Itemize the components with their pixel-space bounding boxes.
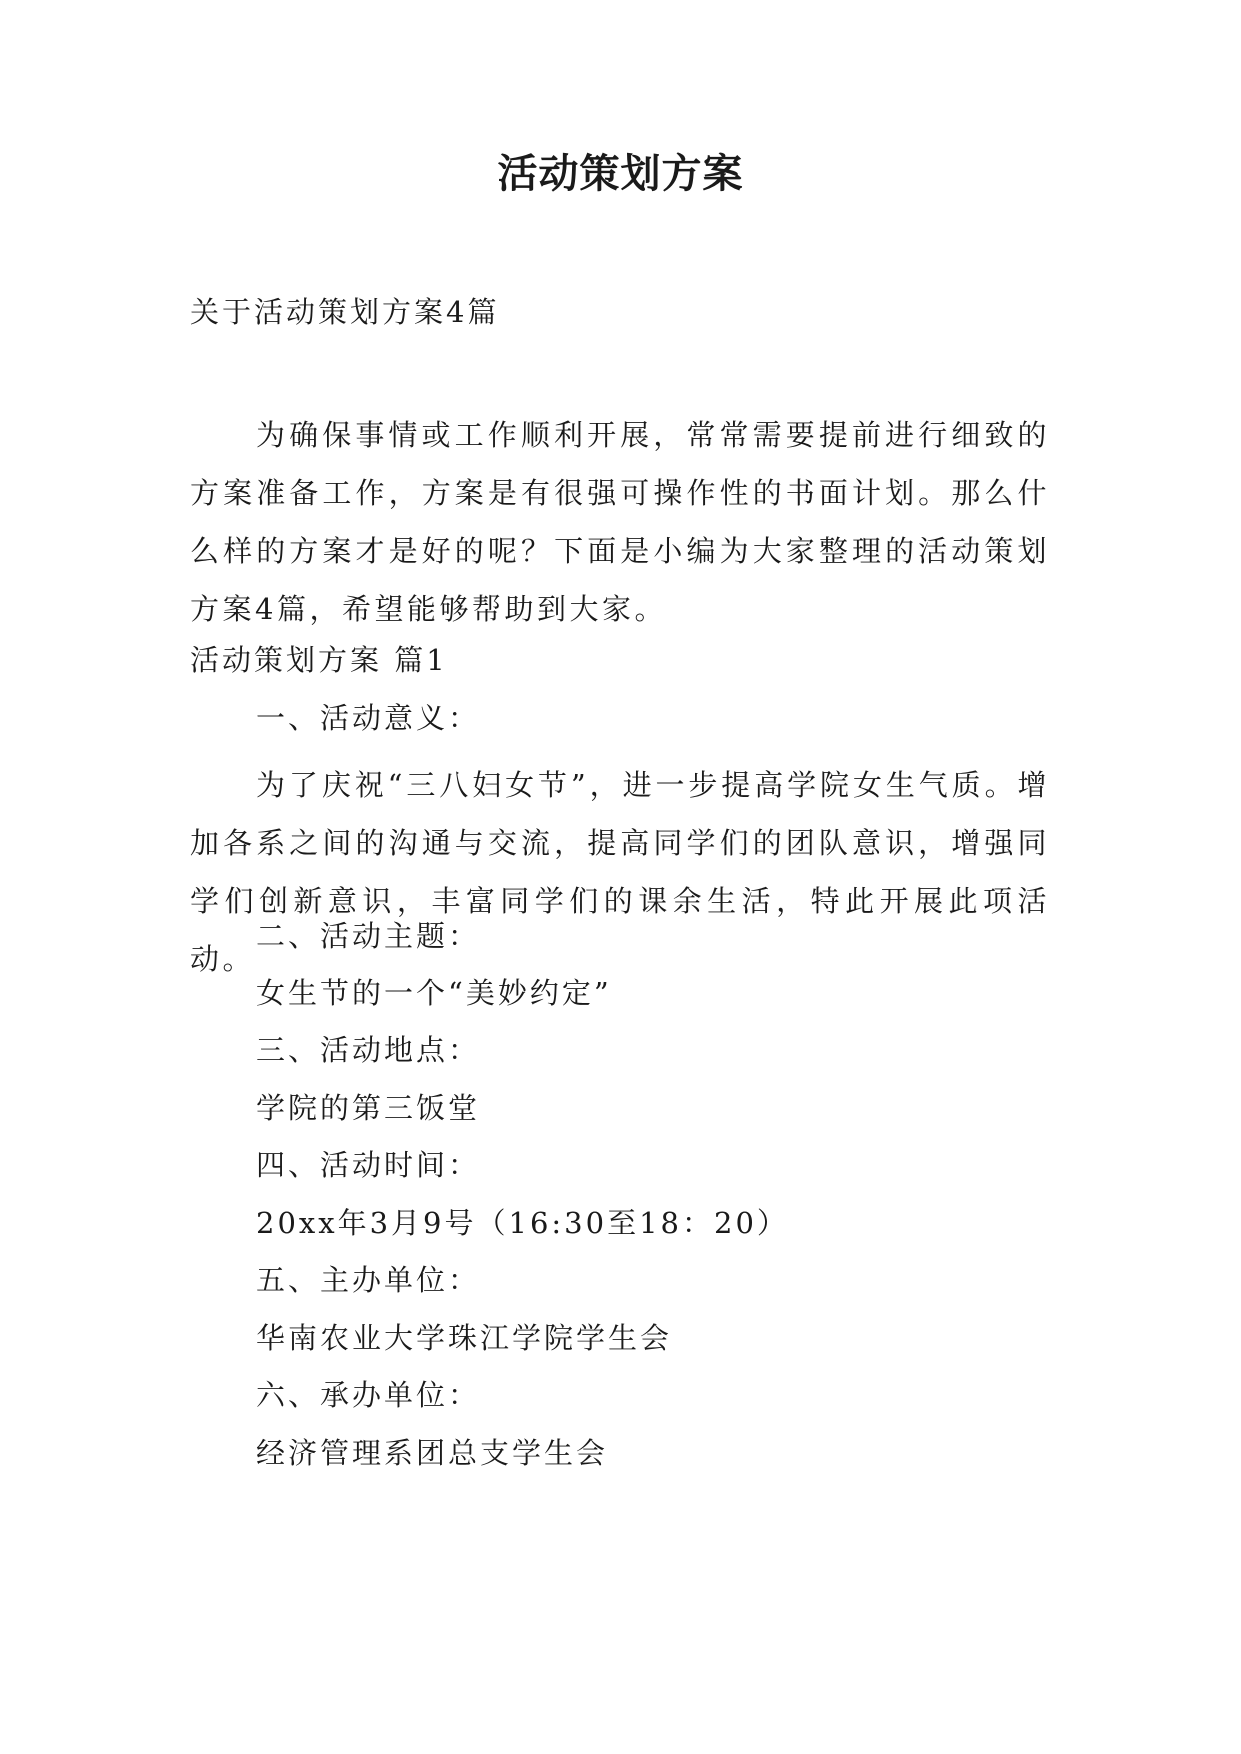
meaning-heading: 一、活动意义： [256, 701, 481, 735]
organizer-heading: 六、承办单位： [256, 1378, 481, 1412]
time-heading: 四、活动时间： [256, 1148, 481, 1182]
theme-text: 女生节的一个“美妙约定” [256, 976, 612, 1010]
theme-heading: 二、活动主题： [256, 919, 481, 953]
place-text: 学院的第三饭堂 [256, 1091, 481, 1125]
document-title: 活动策划方案 [497, 150, 744, 197]
host-text: 华南农业大学珠江学院学生会 [256, 1321, 673, 1355]
meaning-paragraph: 为了庆祝“三八妇女节”，进一步提高学院女生气质。增加各系之间的沟通与交流，提高同学们的团队意识，增强同学们创新意识，丰富同学们的课余生活，特此开展此项活动。 [190, 768, 1050, 976]
time-text: 20xx年3月9号（16:30至18：20） [256, 1206, 789, 1240]
place-heading: 三、活动地点： [256, 1033, 481, 1067]
intro-paragraph: 为确保事情或工作顺利开展，常常需要提前进行细致的方案准备工作，方案是有很强可操作性的书面计划。那么什么样的方案才是好的呢？下面是小编为大家整理的活动策划方案4篇，希望能够帮助到大家。 [190, 418, 1050, 626]
document-subtitle: 关于活动策划方案4篇 [190, 295, 500, 329]
organizer-text: 经济管理系团总支学生会 [256, 1436, 609, 1470]
host-heading: 五、主办单位： [256, 1263, 481, 1297]
section-title: 活动策划方案 篇1 [190, 643, 448, 677]
